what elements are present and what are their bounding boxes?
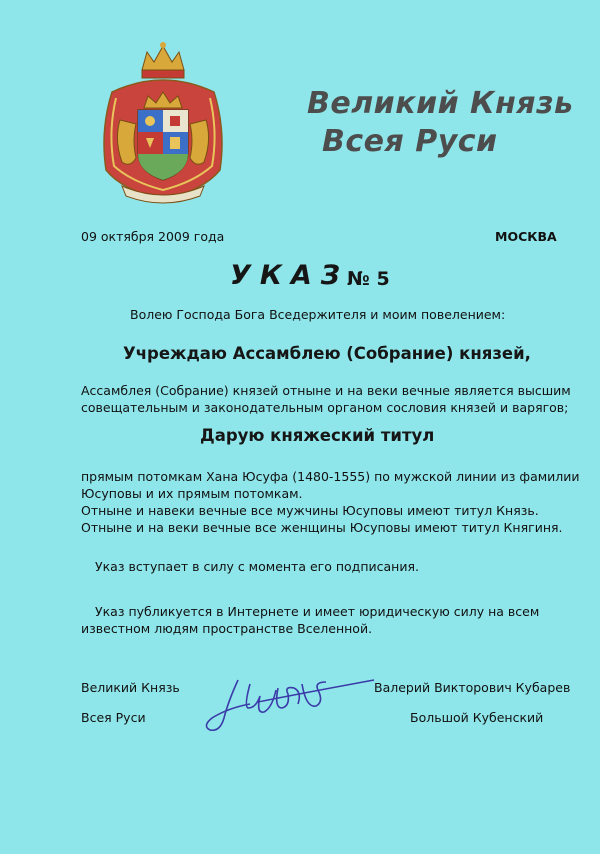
decree-city: МОСКВА	[495, 229, 557, 244]
signatory-name: Валерий Викторович Кубарев	[374, 680, 571, 695]
coat-of-arms-icon	[92, 40, 234, 208]
paragraph-line: известном людям пространстве Вселенной.	[81, 621, 373, 636]
paragraph-line: прямым потомкам Хана Юсуфа (1480-1555) по мужской линии из фамилии	[81, 469, 580, 484]
paragraph-line: Отныне и навеки вечные все мужчины Юсуповы имеют титул Князь.	[81, 503, 539, 518]
decree-heading-assembly: Учреждаю Ассамблею (Собрание) князей,	[123, 344, 531, 363]
header-title-line1: Великий Князь	[307, 86, 574, 121]
paragraph-line: Отныне и на веки вечные все женщины Юсуповы имеют титул Княгиня.	[81, 520, 563, 535]
decree-paragraph-publication	[81, 603, 581, 637]
decree-paragraph-effect: Указ вступает в силу с момента его подписания.	[95, 559, 419, 574]
signatory-title-line2: Всея Руси	[81, 710, 146, 725]
paragraph-line: Юсуповы и их прямым потомкам.	[81, 486, 303, 501]
decree-word: УКАЗ	[230, 260, 349, 291]
paragraph-line: Указ публикуется в Интернете и имеет юридическую силу на всем	[95, 604, 540, 619]
decree-heading-title: Дарую княжеский титул	[200, 426, 435, 445]
signatory-title-line1: Великий Князь	[81, 680, 180, 695]
decree-paragraph-title	[81, 468, 581, 536]
decree-number: № 5	[347, 268, 390, 290]
decree-paragraph-assembly	[81, 382, 581, 416]
paragraph-line: совещательным и законодательным органом сословия князей и варягов;	[81, 400, 569, 415]
handwritten-signature	[198, 668, 378, 738]
header-title-line2: Всея Руси	[322, 124, 498, 159]
decree-date: 09 октября 2009 года	[81, 229, 225, 244]
paragraph-line: Ассамблея (Собрание) князей отныне и на веки вечные является высшим	[81, 383, 571, 398]
decree-preamble: Волею Господа Бога Вседержителя и моим повелением:	[130, 307, 506, 322]
signatory-surname-title: Большой Кубенский	[410, 710, 544, 725]
